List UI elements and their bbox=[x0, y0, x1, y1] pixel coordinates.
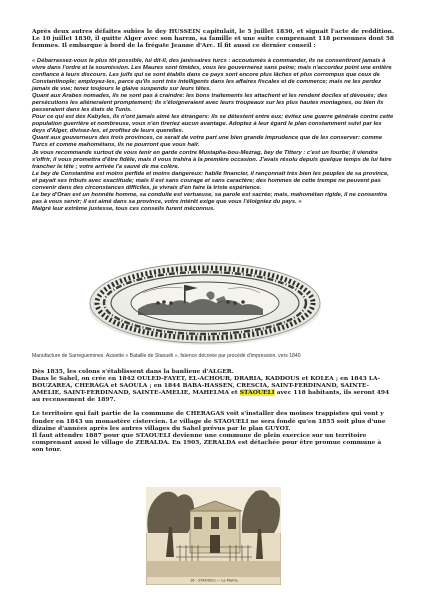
quote-paragraph: Quant aux gouverneurs des trois provinces, ce serait de votre part une bien grande imprudence que de les conserver: comme Turcs et comme mahométans, ils ne pourront que vous haïr. bbox=[32, 135, 383, 149]
paragraph-villages bbox=[32, 375, 394, 403]
highlight-staoueli: STAOUELI bbox=[239, 389, 275, 397]
quote-paragraph: Quant aux Arabes nomades, ils ne sont pas à craindre: les bons traitements les attachent et les rendent dociles et dévoués; des persécutions les aliéneraient promptement; ils s'éloigneraient avec leurs troupeaux sur les plus hautes montagnes, ou bien ils passeraient dans les états de Tunis. bbox=[32, 92, 388, 114]
villages-text: Dans le Sahel, on crée en 1842 OULED-FAYET, EL-ACHOUR, DRARIA, KADDOUS et KOLEA ; en 1843 LA-BOUZAREA, CHERAGA et SAOULA ; en 1844 BABA-HASSEN, CRESCIA, SAINT-FERDINAND, SAINTE-AMELIE, SAINT-FERDINAND, SAINTE-AMELIE, MAHELMA et bbox=[32, 375, 381, 397]
quote-paragraph: Je vous recommande surtout de vous tenir en garde contre Mustapha-bou-Mezrag, bey de Tittery : c'est un fourbe; il viendra s'offrir, il vous promettra d'être fidèle, mais il vous trahira à la première occasion. J'avais résolu depuis quelque temps de lui faire trancher la tête ; votre arrivée l'a sauvé de ma colère. bbox=[32, 149, 392, 170]
paragraph-trappists: Le territoire qui fait partie de la commune de CHERAGAS voit s'installer des moines trappistes qui vont y fonder en 1843 un monastère cistercien. Le village de STAOUELI ne sera fondé qu'en 1855 soit plus d'une dizaine d'années après les autres villages du Sahel prévus par le plan GUYOT. bbox=[32, 410, 386, 432]
plate-caption: Manufacture de Sarreguemines. Assiette « Bataille de Staouéli », faïence décorée par procédé d'impression, vers 1840 bbox=[32, 353, 301, 359]
history-section bbox=[32, 368, 394, 453]
paragraph-intro-line: Dès 1835, les colons s'établissent dans la banlieue d'ALGER. bbox=[32, 368, 234, 375]
quote-paragraph: Pour ce qui est des Kabyles, ils n'ont jamais aimé les étrangers: ils se détestent entre eux; évitez une guerre générale contre cette population guerrière et nombreuse, vous n'en tireriez aucun avantage. Adoptez à leur égard le plan constamment suivi par les deys d'Alger, divisez-les, et profitez de leurs querelles. bbox=[32, 114, 394, 135]
quote-paragraph: Malgré leur extrême justesse, tous ces conseils furent méconnus. bbox=[32, 206, 215, 213]
postcard-image bbox=[146, 487, 281, 585]
dey-advice-quote bbox=[32, 58, 394, 214]
villages-text-end: avec 118 habitants, ils seront 494 au recensement de 1897. bbox=[32, 389, 390, 404]
paragraph-commune: Il faut attendre 1887 pour que STAOUELI devienne une commune de plein exercice sur un territoire comprenant aussi le village de ZERALDA. En 1905, ZERALDA est détachée pour être promue commune à son tour. bbox=[32, 431, 382, 453]
plate-image bbox=[88, 259, 322, 347]
intro-paragraph: Après deux autres défaites subies le dey HUSSEIN capitulait, le 5 juillet 1830, et signait l'acte de reddition. Le 10 juillet 1830, il quitte Alger avec son harem, sa famille et une suite comprenant 118 personnes dont 58 femmes. Il embarque à bord de la frégate Jeanne d'Arc. Il fit aussi ce dernier conseil : bbox=[32, 28, 394, 50]
quote-paragraph: Le bey d'Oran est un honnête homme, sa conduite est vertueuse, sa parole est sacrée; mais, mahométan rigide, il ne consentira pas à vous servir; il est aimé dans sa province, votre intérêt exige que vous l'éloigniez du pays. » bbox=[32, 191, 388, 206]
quote-paragraph: Le bey de Constantine est moins perfide et moins dangereux: habile financier, il rançonnait très bien les peuples de sa province, et payait ses tributs avec exactitude; mais il est sans courage et sans caractère; des hommes de cette trempe ne peuvent pas convenir dans des circonstances difficiles, je vivrais d'en faire la triste expérience. bbox=[32, 170, 389, 191]
postcard-caption: 16 - STAOUELI — La Mairie. bbox=[190, 578, 239, 583]
quote-paragraph: « Débarrassez-vous le plus tôt possible, lui dit-il, des janissaires turcs : accoutumés à commander, ils ne consentiront jamais à vivre dans l'ordre et la soumission. Les Maures sont timides, vous les gouvernerez sans peine; mais n'accordez point une entière confiance à leurs discours. Les juifs qui se sont établis dans ce pays sont encore plus lâches et plus corrompus que ceux de Constantinople; employez-les, parce qu'ils sont très intelligents dans les affaires fiscales et de commerce; mais ne les perdez jamais de vue; tenez toujours le glaive suspendu sur leurs têtes. bbox=[32, 57, 392, 92]
